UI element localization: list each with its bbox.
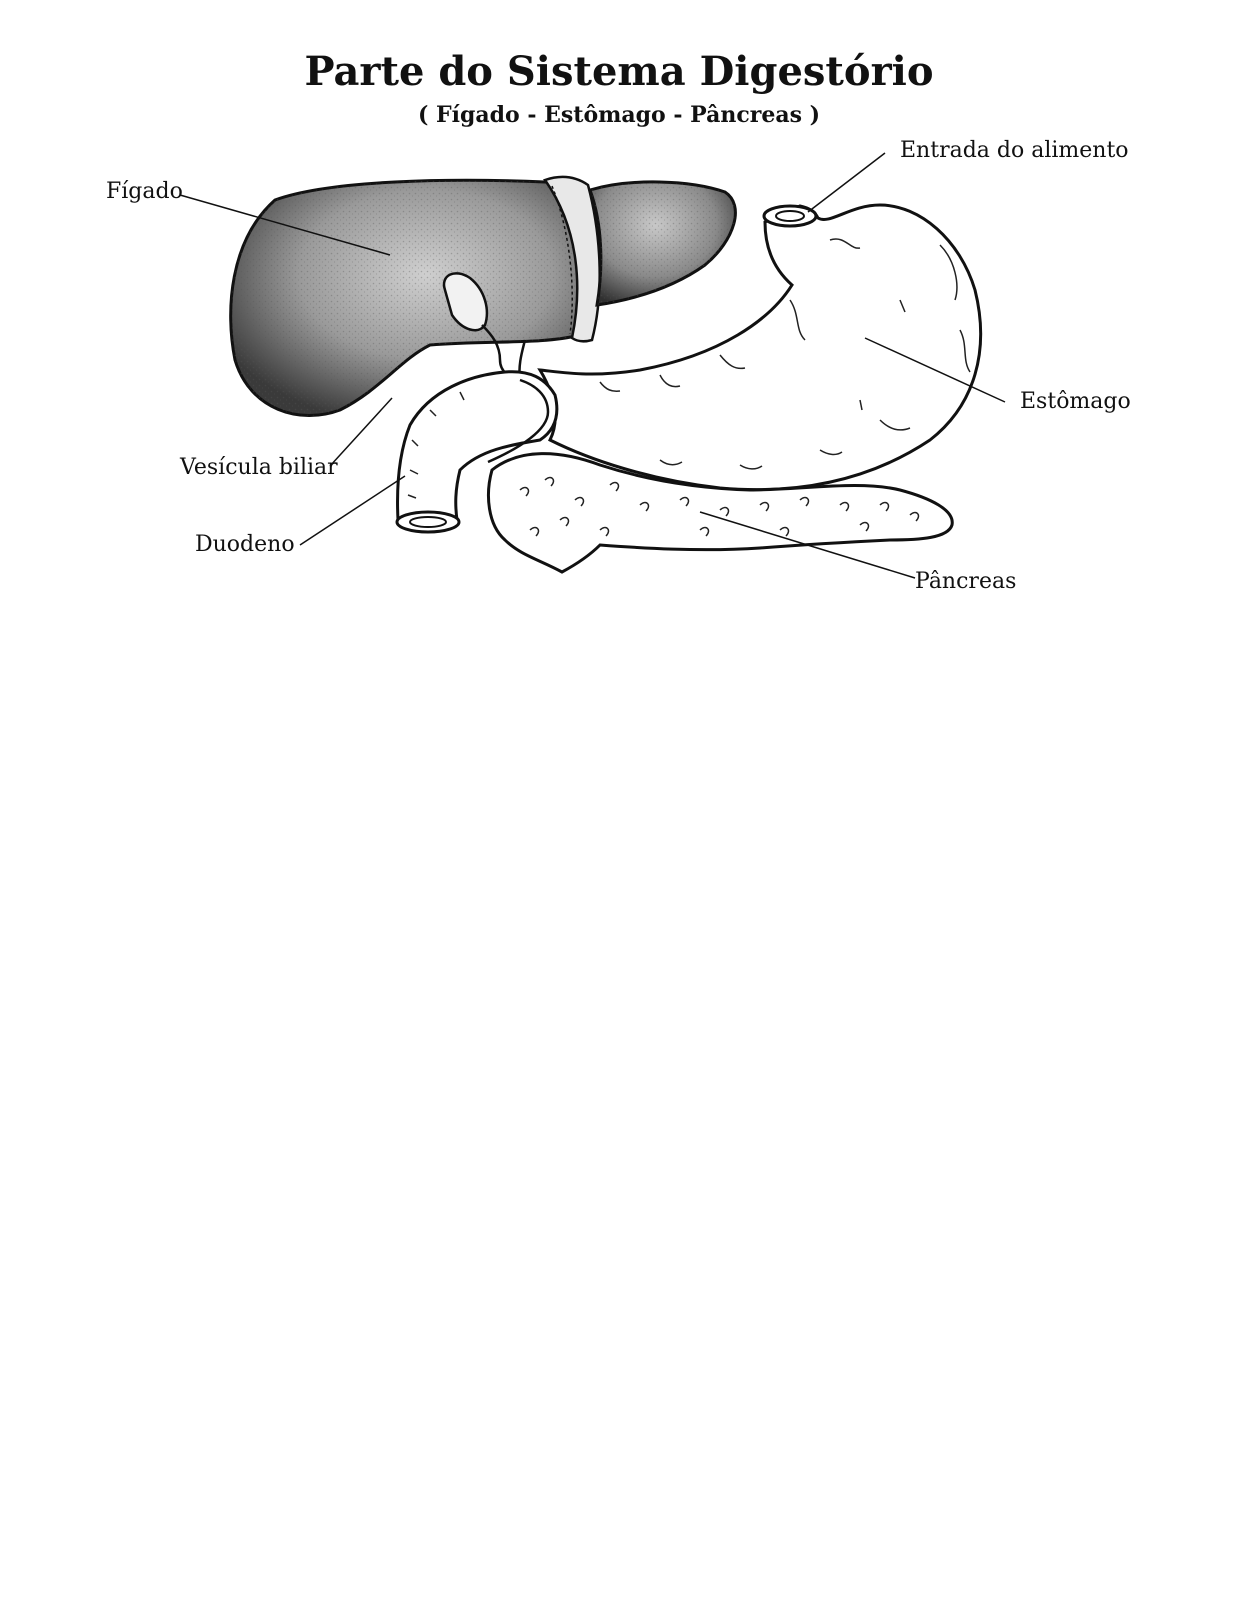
page-title: Parte do Sistema Digestório	[304, 48, 934, 95]
label-duodeno: Duodeno	[195, 532, 295, 557]
leader-duodeno	[300, 476, 405, 545]
label-entrada-do-alimento: Entrada do alimento	[900, 138, 1129, 163]
label-pancreas: Pâncreas	[915, 569, 1017, 594]
label-estomago: Estômago	[1020, 389, 1131, 414]
label-figado: Fígado	[106, 179, 183, 204]
label-vesicula-biliar: Vesícula biliar	[180, 455, 338, 480]
leader-entrada	[808, 153, 885, 212]
page-subtitle: ( Fígado - Estômago - Pâncreas )	[417, 102, 821, 128]
